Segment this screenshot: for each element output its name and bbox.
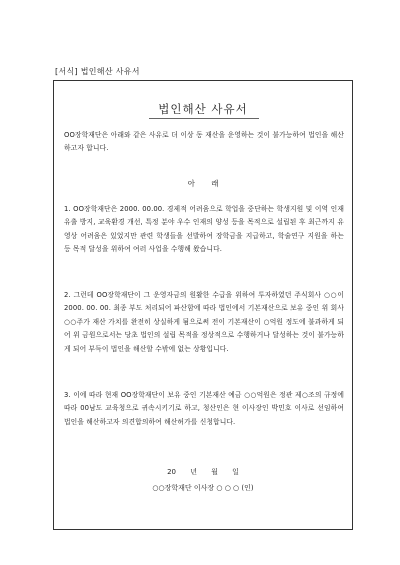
item-paragraph-3: 3. 이에 따라 현재 OO장학재단이 보유 중인 기본재산 예금 ○○억원은 정관 제○조의 규정에 따라 00남도 교육청으로 귀속시키기로 하고, 청산인은 현 이사장인 박민호 이사로 선임하여 법인을 해산하고자 의견합의하여 해산허가를 신청합니다. [64, 391, 344, 426]
section-heading: 아 래 [187, 179, 219, 188]
item-paragraph-1: 1. OO장학재단은 2000. 00.00. 경제적 어려움으로 학업을 중단하는 학생지원 및 이역 인재유출 방지, 교육환경 개선, 특정 분야 우수 인재의 양성 등을 목적으로 설립된 후 최근까지 유영상 어려움은 있었지만 관련 학생들을 선발하여 장학금을 지급하고, 학술연구 지원을 하는 등 목적 달성을 위하여 여러 사업을 수행해 왔습니다. [64, 205, 344, 254]
form-label: [서식] 법인해산 사유서 [55, 67, 140, 76]
title-underline [149, 118, 259, 119]
signature-date: 20 년 월 일 [167, 468, 239, 476]
document-frame [53, 80, 353, 530]
intro-paragraph: OO장학재단은 아래와 같은 사유로 더 이상 동 재산을 운영하는 것이 불가능하여 법인을 해산하고자 합니다. [64, 131, 344, 153]
signature-name: ○○장학재단 이사장 ○ ○ ○ (인) [152, 484, 254, 492]
document-title: 법인해산 사유서 [158, 102, 248, 116]
item-paragraph-2: 2. 그런데 OO장학재단이 그 운영자금의 원활한 수급을 위하여 투자하였던 주식회사 ○○이 2000. 00. 00. 최종 부도 처리되어 파산함에 따라 법인에서 기본재산으로 보유 중인 위 회사 ○○주가 재산 가치를 완전히 상실하게 됨으로써 전이 기본재산이 ○억원 정도에 불과하게 되어 위 금원으로서는 당초 법인의 설립 목적을 정상적으로 수행하거나 달성하는 것이 불가능하게 되어 부득이 법인을 해산할 수밖에 없는 상황입니다. [64, 291, 344, 353]
